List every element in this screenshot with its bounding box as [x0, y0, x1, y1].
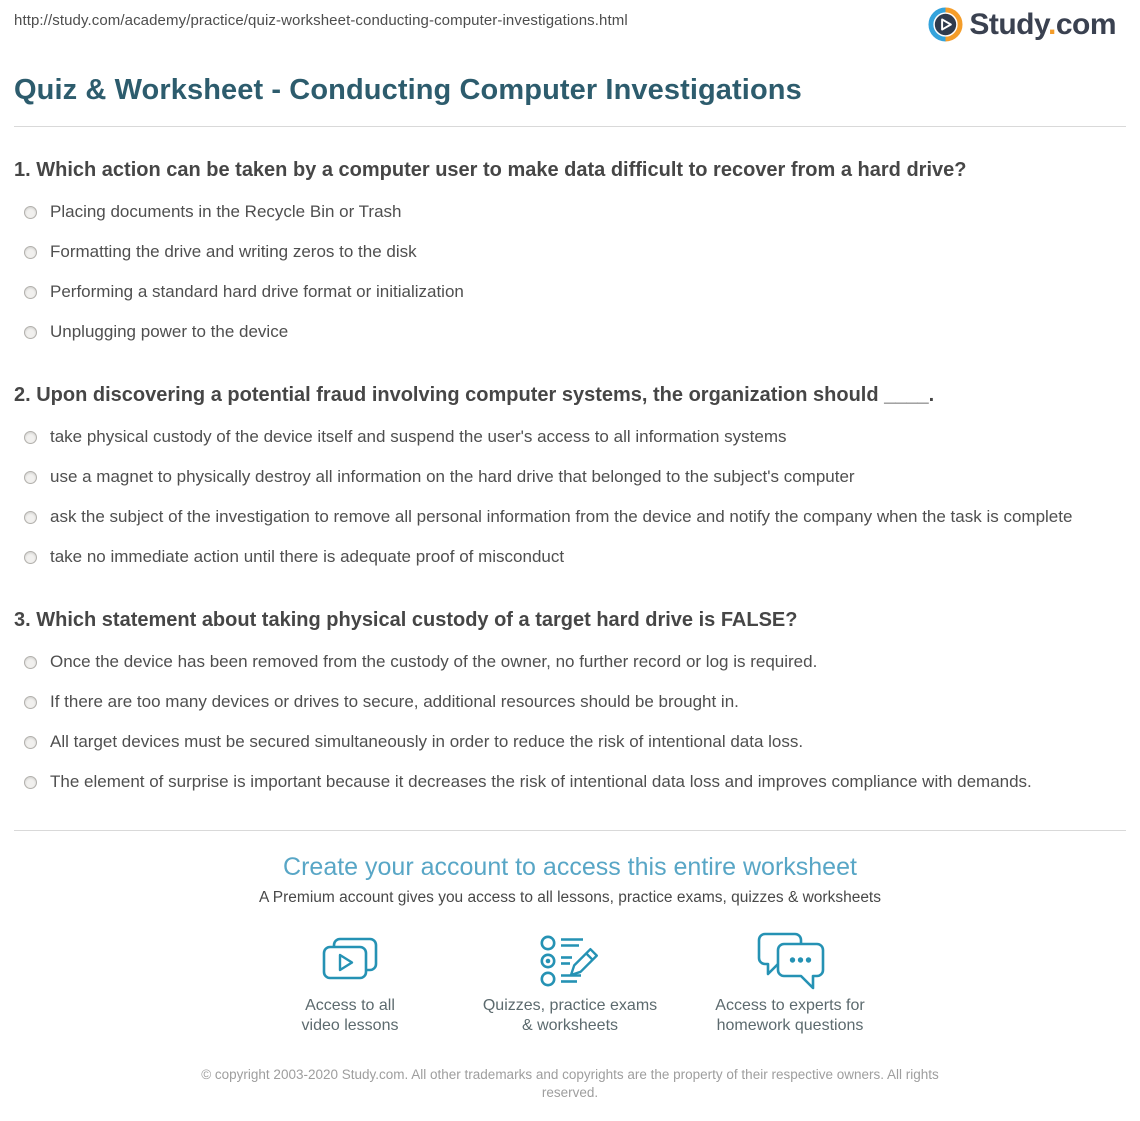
question-block-2	[14, 383, 1126, 577]
quiz-pencil-icon	[460, 932, 680, 990]
answer-options	[14, 192, 1126, 352]
answer-option-label: take no immediate action until there is adequate proof of misconduct	[50, 547, 565, 566]
answer-option[interactable]	[14, 417, 1126, 457]
feature-columns	[240, 932, 900, 1036]
radio-button[interactable]	[24, 246, 37, 259]
radio-button[interactable]	[24, 511, 37, 524]
page-url: http://study.com/academy/practice/quiz-worksheet-conducting-computer-investigations.html	[14, 12, 628, 29]
answer-option-label: take physical custody of the device itself and suspend the user's access to all information systems	[50, 427, 787, 446]
feature-label: Access to experts for homework questions	[715, 997, 865, 1034]
signup-section	[14, 852, 1126, 1036]
studycom-play-icon	[928, 7, 969, 42]
answer-option[interactable]	[14, 232, 1126, 272]
studycom-logo[interactable]	[928, 7, 1116, 42]
page-title: Quiz & Worksheet - Conducting Computer Investigations	[14, 74, 802, 106]
feature-video-lessons	[240, 932, 460, 1036]
create-account-link[interactable]: Create your account to access this entire worksheet	[283, 853, 857, 881]
feature-experts	[680, 932, 900, 1036]
answer-option-label: Formatting the drive and writing zeros to the disk	[50, 242, 417, 261]
answer-option[interactable]	[14, 192, 1126, 232]
radio-button[interactable]	[24, 206, 37, 219]
answer-option-label: The element of surprise is important because it decreases the risk of intentional data loss and improves compliance with demands.	[50, 772, 1032, 791]
question-heading: 1. Which action can be taken by a computer user to make data difficult to recover from a hard drive?	[14, 159, 967, 181]
question-heading: 3. Which statement about taking physical custody of a target hard drive is FALSE?	[14, 609, 798, 631]
question-block-1	[14, 158, 1126, 352]
logo-wordmark: Study.com	[969, 7, 1116, 41]
chat-bubbles-icon	[680, 932, 900, 990]
video-lessons-icon	[240, 932, 460, 990]
question-block-3	[14, 608, 1126, 802]
feature-label: Access to all video lessons	[301, 997, 399, 1034]
answer-option[interactable]	[14, 312, 1126, 352]
answer-option-label: ask the subject of the investigation to remove all personal information from the device and notify the company when the task is complete	[50, 507, 1073, 526]
radio-button[interactable]	[24, 326, 37, 339]
divider	[14, 830, 1126, 831]
answer-options	[14, 417, 1126, 577]
feature-label: Quizzes, practice exams & worksheets	[482, 997, 658, 1034]
answer-option[interactable]	[14, 457, 1126, 497]
radio-button[interactable]	[24, 696, 37, 709]
divider	[14, 126, 1126, 127]
answer-option-label: If there are too many devices or drives to secure, additional resources should be brought in.	[50, 692, 739, 711]
page-header	[0, 0, 1140, 48]
radio-button[interactable]	[24, 551, 37, 564]
answer-option-label: Performing a standard hard drive format or initialization	[50, 282, 464, 301]
radio-button[interactable]	[24, 776, 37, 789]
answer-option[interactable]	[14, 272, 1126, 312]
radio-button[interactable]	[24, 471, 37, 484]
feature-quizzes	[460, 932, 680, 1036]
question-heading: 2. Upon discovering a potential fraud involving computer systems, the organization should ____.	[14, 384, 935, 406]
answer-options	[14, 642, 1126, 802]
answer-option[interactable]	[14, 722, 1126, 762]
answer-option-label: All target devices must be secured simultaneously in order to reduce the risk of intentional data loss.	[50, 732, 804, 751]
answer-option[interactable]	[14, 682, 1126, 722]
copyright-notice: © copyright 2003-2020 Study.com. All other trademarks and copyrights are the property of their respective owners. All rights reserved.	[201, 1067, 939, 1100]
radio-button[interactable]	[24, 286, 37, 299]
answer-option[interactable]	[14, 642, 1126, 682]
radio-button[interactable]	[24, 431, 37, 444]
premium-description: A Premium account gives you access to all lessons, practice exams, quizzes & worksheets	[259, 889, 881, 906]
answer-option-label: use a magnet to physically destroy all information on the hard drive that belonged to the subject's computer	[50, 467, 855, 486]
radio-button[interactable]	[24, 736, 37, 749]
answer-option-label: Placing documents in the Recycle Bin or Trash	[50, 202, 402, 221]
answer-option[interactable]	[14, 762, 1126, 802]
answer-option[interactable]	[14, 497, 1126, 537]
radio-button[interactable]	[24, 656, 37, 669]
answer-option-label: Unplugging power to the device	[50, 322, 289, 341]
answer-option[interactable]	[14, 537, 1126, 577]
answer-option-label: Once the device has been removed from the custody of the owner, no further record or log is required.	[50, 652, 818, 671]
